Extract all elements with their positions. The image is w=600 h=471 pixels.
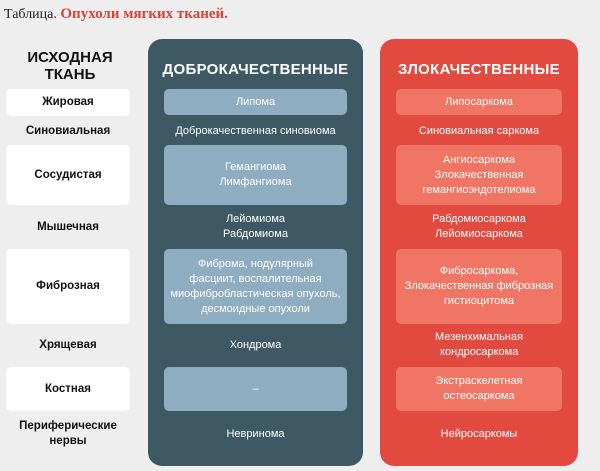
tissue-label: Хрящевая <box>39 338 97 351</box>
caption-prefix: Таблица. <box>4 7 57 22</box>
malignant-cell: Фибросаркома, Злокачественная фиброзная гистиоцитома <box>396 249 562 324</box>
malignant-cell: Синовиальная саркома <box>418 124 540 137</box>
benign-cell: Лейомиома Рабдомиома <box>223 213 288 240</box>
benign-cell: Гемангиома Лимфангиома <box>164 145 347 205</box>
benign-cell: – <box>164 367 347 411</box>
tissue-label: Синовиальная <box>25 124 111 137</box>
benign-cell: Доброкачественная синовиома <box>175 124 336 137</box>
caption-title: Опухоли мягких тканей. <box>60 6 228 22</box>
tissue-label: Костная <box>6 367 130 411</box>
malignant-cell: Нейросаркомы <box>440 427 518 440</box>
malignant-cell: Рабдомиосаркома Лейомиосаркома <box>432 213 526 240</box>
tissue-label: Сосудистая <box>6 145 130 205</box>
tissue-label: Фиброзная <box>6 249 130 324</box>
benign-cell: Невринома <box>226 427 285 440</box>
malignant-cell: Экстраскелетная остеосаркома <box>396 367 562 411</box>
malignant-column-header: ЗЛОКАЧЕСТВЕННЫЕ <box>398 61 560 78</box>
benign-column-header: ДОБРОКАЧЕСТВЕННЫЕ <box>162 61 349 78</box>
tissue-column-header: ИСХОДНАЯ ТКАНЬ <box>27 49 113 83</box>
tissue-label: Мышечная <box>37 220 99 233</box>
tissue-label: Жировая <box>6 89 130 116</box>
tissue-label: Периферические нервы <box>19 420 117 447</box>
benign-cell: Фиброма, нодулярный фасциит, воспалительная миофибробластическая опухоль, десмоидные опухоли <box>164 249 347 324</box>
table-caption <box>4 6 228 23</box>
malignant-cell: Мезенхимальная хондросаркома <box>435 331 523 358</box>
benign-cell: Хондрома <box>229 338 282 351</box>
malignant-cell: Ангиосаркома Злокачественная гемангиоэндотелиома <box>396 145 562 205</box>
malignant-cell: Липосаркома <box>396 89 562 115</box>
benign-cell: Липома <box>164 89 347 115</box>
